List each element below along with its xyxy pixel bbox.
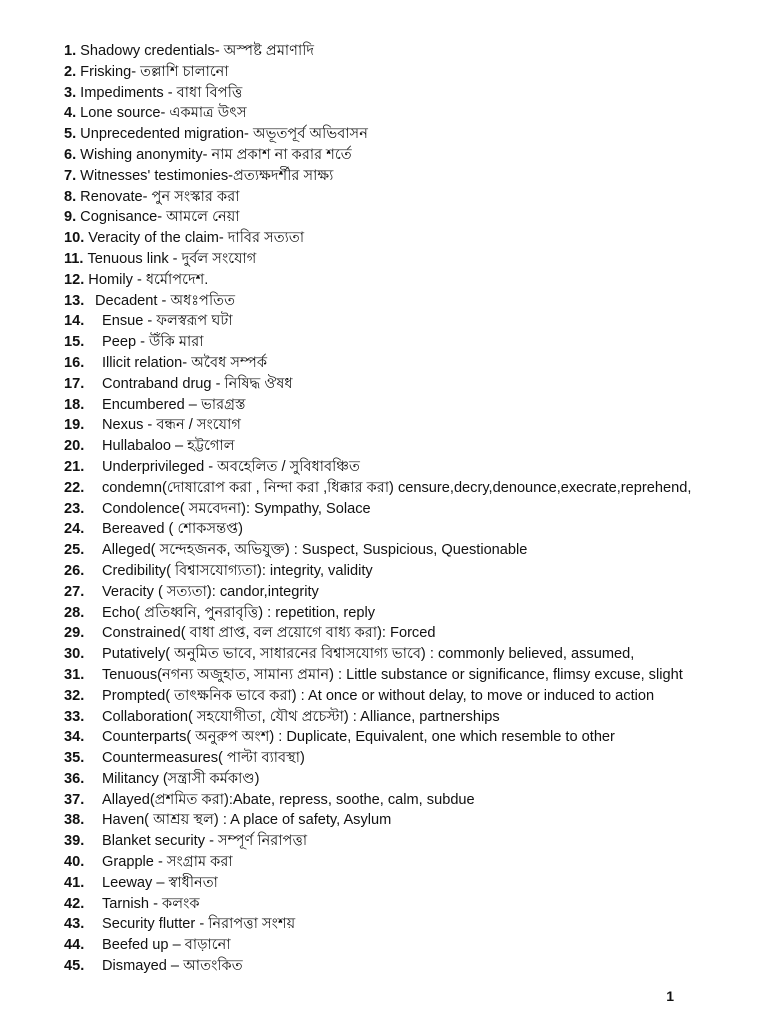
item-text: Frisking- তল্লাশি চালানো bbox=[80, 63, 229, 80]
item-text: Wishing anonymity- নাম প্রকাশ না করার শর্তে bbox=[80, 146, 352, 163]
list-item bbox=[64, 83, 754, 104]
item-text: Tenuous link - দুর্বল সংযোগ bbox=[87, 250, 257, 267]
item-text: Credibility( বিশ্বাসযোগ্যতা): integrity, validity bbox=[102, 562, 373, 579]
list-item bbox=[64, 644, 754, 665]
item-number: 9. bbox=[64, 209, 77, 226]
list-item bbox=[64, 291, 754, 312]
list-item bbox=[64, 831, 754, 852]
item-text: Countermeasures( পাল্টা ব্যাবস্থা) bbox=[102, 750, 305, 767]
item-text: Tenuous(নগন্য অজুহাত, সামান্য প্রমান) : Little substance or significance, flimsy excuse, slight bbox=[102, 666, 683, 683]
item-number: 28. bbox=[64, 604, 85, 621]
list-item bbox=[64, 166, 754, 187]
list-item bbox=[64, 561, 754, 582]
item-number: 39. bbox=[64, 833, 85, 850]
list-item bbox=[64, 603, 754, 624]
item-number: 38. bbox=[64, 812, 85, 829]
item-text: Illicit relation- অবৈধ সম্পর্ক bbox=[102, 354, 268, 371]
item-number: 40. bbox=[64, 854, 85, 871]
list-item bbox=[64, 228, 754, 249]
list-item bbox=[64, 478, 754, 499]
page-number: 1 bbox=[666, 988, 674, 1004]
item-text: Ensue - ফলস্বরূপ ঘটা bbox=[102, 313, 233, 330]
item-number: 13. bbox=[64, 292, 85, 309]
item-text: Hullabaloo – হট্টগোল bbox=[102, 438, 235, 455]
item-text: Lone source- একমাত্র উৎস bbox=[80, 105, 247, 122]
item-number: 27. bbox=[64, 583, 85, 600]
list-item bbox=[64, 353, 754, 374]
list-item bbox=[64, 810, 754, 831]
item-text: Allayed(প্রশমিত করা):Abate, repress, soothe, calm, subdue bbox=[102, 791, 475, 808]
list-item bbox=[64, 332, 754, 353]
item-number: 7. bbox=[64, 167, 77, 184]
item-number: 21. bbox=[64, 458, 85, 475]
list-item bbox=[64, 395, 754, 416]
item-text: Shadowy credentials- অস্পষ্ট প্রমাণাদি bbox=[80, 43, 315, 59]
item-number: 41. bbox=[64, 874, 85, 891]
list-item bbox=[64, 436, 754, 457]
list-item bbox=[64, 519, 754, 540]
item-number: 2. bbox=[64, 63, 77, 80]
list-item bbox=[64, 873, 754, 894]
list-item bbox=[64, 956, 754, 977]
item-number: 42. bbox=[64, 895, 85, 912]
list-item bbox=[64, 582, 754, 603]
item-text: Militancy (সন্ত্রাসী কর্মকাণ্ড) bbox=[102, 770, 260, 787]
item-text: condemn(দোষারোপ করা , নিন্দা করা ,ধিক্কার করা) censure,decry,denounce,execrate,reprehend, bbox=[102, 479, 692, 496]
item-number: 23. bbox=[64, 500, 85, 517]
item-number: 30. bbox=[64, 646, 85, 663]
item-text: Dismayed – আতংকিত bbox=[102, 958, 243, 975]
item-number: 33. bbox=[64, 708, 85, 725]
item-text: Echo( প্রতিধ্বনি, পুনরাবৃত্তি) : repetition, reply bbox=[102, 604, 376, 621]
list-item bbox=[64, 769, 754, 790]
list-item bbox=[64, 707, 754, 728]
item-number: 11. bbox=[64, 250, 84, 267]
item-text: Impediments - বাধা বিপত্তি bbox=[80, 84, 243, 101]
list-item bbox=[64, 935, 754, 956]
vocabulary-list bbox=[64, 41, 754, 977]
list-item bbox=[64, 457, 754, 478]
list-item bbox=[64, 623, 754, 644]
list-item bbox=[64, 103, 754, 124]
item-number: 5. bbox=[64, 126, 77, 143]
item-number: 24. bbox=[64, 521, 85, 538]
list-item bbox=[64, 499, 754, 520]
item-text: Contraband drug - নিষিদ্ধ ঔষধ bbox=[102, 375, 293, 392]
item-number: 26. bbox=[64, 562, 85, 579]
item-number: 1. bbox=[64, 43, 77, 59]
item-text: Alleged( সন্দেহজনক, অভিযুক্ত) : Suspect, Suspicious, Questionable bbox=[102, 542, 528, 559]
item-number: 32. bbox=[64, 687, 85, 704]
item-number: 10. bbox=[64, 230, 85, 247]
item-text: Veracity ( সত্যতা): candor,integrity bbox=[102, 583, 319, 600]
item-text: Leeway – স্বাধীনতা bbox=[102, 874, 218, 891]
list-item bbox=[64, 145, 754, 166]
item-number: 19. bbox=[64, 417, 85, 434]
item-text: Bereaved ( শোকসন্তপ্ত) bbox=[102, 521, 243, 538]
item-number: 43. bbox=[64, 916, 85, 933]
item-text: Homily - ধর্মোপদেশ. bbox=[88, 271, 209, 288]
list-item bbox=[64, 311, 754, 332]
list-item bbox=[64, 41, 754, 62]
item-number: 45. bbox=[64, 958, 85, 975]
item-number: 29. bbox=[64, 625, 85, 642]
item-text: Putatively( অনুমিত ভাবে, সাধারনের বিশ্বাসযোগ্য ভাবে) : commonly believed, assumed, bbox=[102, 646, 635, 663]
item-number: 17. bbox=[64, 375, 85, 392]
list-item bbox=[64, 124, 754, 145]
item-text: Nexus - বন্ধন / সংযোগ bbox=[102, 417, 241, 434]
item-text: Cognisance- আমলে নেয়া bbox=[80, 209, 240, 226]
item-text: Beefed up – বাড়ানো bbox=[102, 937, 231, 954]
item-text: Haven( আশ্রয় স্থল) : A place of safety, Asylum bbox=[102, 812, 392, 829]
item-text: Counterparts( অনুরুপ অংশ) : Duplicate, Equivalent, one which resemble to other bbox=[102, 729, 615, 746]
item-number: 20. bbox=[64, 438, 85, 455]
item-text: Grapple - সংগ্রাম করা bbox=[102, 854, 233, 871]
list-item bbox=[64, 914, 754, 935]
item-number: 31. bbox=[64, 666, 85, 683]
list-item bbox=[64, 852, 754, 873]
list-item bbox=[64, 894, 754, 915]
item-text: Constrained( বাধা প্রাপ্ত, বল প্রয়োগে বাধ্য করা): Forced bbox=[102, 625, 436, 642]
item-text: Prompted( তাৎক্ষনিক ভাবে করা) : At once or without delay, to move or induced to action bbox=[102, 687, 655, 704]
item-number: 36. bbox=[64, 770, 85, 787]
item-text: Security flutter - নিরাপত্তা সংশয় bbox=[102, 916, 296, 933]
item-text: Witnesses' testimonies-প্রত্যক্ষদর্শীর সাক্ষ্য bbox=[80, 167, 334, 184]
item-text: Condolence( সমবেদনা): Sympathy, Solace bbox=[102, 500, 371, 517]
list-item bbox=[64, 790, 754, 811]
list-item bbox=[64, 540, 754, 561]
item-text: Encumbered – ভারগ্রস্ত bbox=[102, 396, 246, 413]
list-item bbox=[64, 249, 754, 270]
item-text: Decadent - অধঃপতিত bbox=[95, 292, 236, 309]
item-number: 15. bbox=[64, 334, 85, 351]
item-number: 22. bbox=[64, 479, 85, 496]
item-number: 25. bbox=[64, 542, 85, 559]
item-number: 37. bbox=[64, 791, 85, 808]
list-item bbox=[64, 374, 754, 395]
item-number: 44. bbox=[64, 937, 85, 954]
item-text: Peep - উঁকি মারা bbox=[102, 334, 204, 351]
item-number: 8. bbox=[64, 188, 77, 205]
list-item bbox=[64, 727, 754, 748]
item-number: 16. bbox=[64, 354, 85, 371]
item-number: 18. bbox=[64, 396, 85, 413]
item-number: 4. bbox=[64, 105, 77, 122]
item-text: Unprecedented migration- অভূতপূর্ব অভিবাসন bbox=[80, 126, 368, 143]
item-number: 34. bbox=[64, 729, 85, 746]
item-text: Collaboration( সহযোগীতা, যৌথ প্রচেস্টা) : Alliance, partnerships bbox=[102, 708, 500, 725]
list-item bbox=[64, 686, 754, 707]
list-item bbox=[64, 207, 754, 228]
list-item bbox=[64, 62, 754, 83]
item-text: Underprivileged - অবহেলিত / সুবিধাবঞ্চিত bbox=[102, 458, 360, 475]
item-text: Veracity of the claim- দাবির সত্যতা bbox=[88, 230, 305, 247]
list-item bbox=[64, 748, 754, 769]
item-number: 6. bbox=[64, 146, 77, 163]
list-item bbox=[64, 270, 754, 291]
list-item bbox=[64, 415, 754, 436]
list-item bbox=[64, 187, 754, 208]
item-number: 3. bbox=[64, 84, 77, 101]
item-number: 12. bbox=[64, 271, 85, 288]
item-number: 35. bbox=[64, 750, 85, 767]
item-text: Blanket security - সম্পূর্ণ নিরাপত্তা bbox=[102, 833, 308, 850]
item-number: 14. bbox=[64, 313, 85, 330]
list-item bbox=[64, 665, 754, 686]
item-text: Renovate- পুন সংস্কার করা bbox=[80, 188, 240, 205]
item-text: Tarnish - কলংক bbox=[102, 895, 200, 912]
